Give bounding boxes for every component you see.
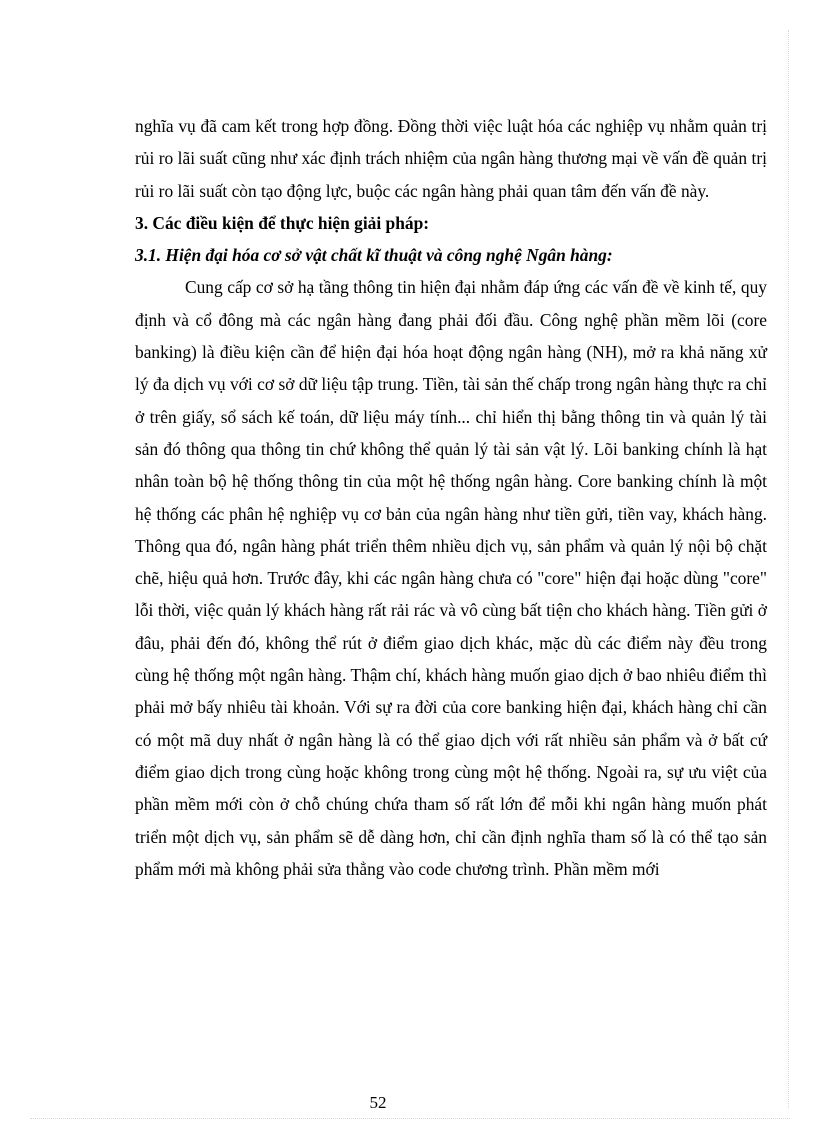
continuation-paragraph: nghĩa vụ đã cam kết trong hợp đồng. Đồng thời việc luật hóa các nghiệp vụ nhằm quản trị rủi ro lãi suất cũng như xác định trách nhiệm của ngân hàng thương mại về vấn đề quản trị rủi ro lãi suất còn tạo động lực, buộc các ngân hàng phải quan tâm đến vấn đề này. [135,116,767,201]
page-border-bottom [30,1118,790,1119]
section-heading: 3. Các điều kiện để thực hiện giải pháp: [135,212,430,233]
page-content [135,110,767,885]
page-border-right [788,30,789,1108]
body-paragraph: Cung cấp cơ sở hạ tầng thông tin hiện đại nhằm đáp ứng các vấn đề về kinh tế, quy định và cổ đông mà các ngân hàng đang phải đối đầu. Công nghệ phần mềm lõi (core banking) là điều kiện cần để hiện đại hóa hoạt động ngân hàng (NH), mở ra khả năng xử lý đa dịch vụ với cơ sở dữ liệu tập trung. Tiền, tài sản thế chấp trong ngân hàng thực ra chỉ ở trên giấy, sổ sách kế toán, dữ liệu máy tính... chỉ hiển thị bằng thông tin và quản lý tài sản đó thông qua thông tin chứ không thể quản lý tài sản vật lý. Lõi banking chính là hạt nhân toàn bộ hệ thống thông tin của một hệ thống ngân hàng. Core banking chính là một hệ thống các phân hệ nghiệp vụ cơ bản của ngân hàng như tiền gửi, tiền vay, khách hàng. Thông qua đó, ngân hàng phát triển thêm nhiều dịch vụ, sản phẩm và quản lý nội bộ chặt chẽ, hiệu quả hơn. Trước đây, khi các ngân hàng chưa có "core" hiện đại hoặc dùng "core" lỗi thời, việc quản lý khách hàng rất rải rác và vô cùng bất tiện cho khách hàng. Tiền gửi ở đâu, phải đến đó, không thể rút ở điểm giao dịch khác, mặc dù các điểm này đều trong cùng hệ thống một ngân hàng. Thậm chí, khách hàng muốn giao dịch ở bao nhiêu điểm thì phải mở bấy nhiêu tài khoản. Với sự ra đời của core banking hiện đại, khách hàng chỉ cần có một mã duy nhất ở ngân hàng là có thể giao dịch với rất nhiều sản phẩm và ở bất cứ điểm giao dịch trong cùng hoặc không trong cùng một hệ thống. Ngoài ra, sự ưu việt của phần mềm mới còn ở chỗ chúng chứa tham số rất lớn để mỗi khi ngân hàng muốn phát triển một dịch vụ, sản phẩm sẽ dễ dàng hơn, chỉ cần định nghĩa tham số là có thể tạo sản phẩm mới mà không phải sửa thẳng vào code chương trình. Phần mềm mới [135,277,767,879]
page-number: 52 [369,1093,387,1112]
subsection-heading: 3.1. Hiện đại hóa cơ sở vật chất kĩ thuật và công nghệ Ngân hàng: [135,245,613,266]
